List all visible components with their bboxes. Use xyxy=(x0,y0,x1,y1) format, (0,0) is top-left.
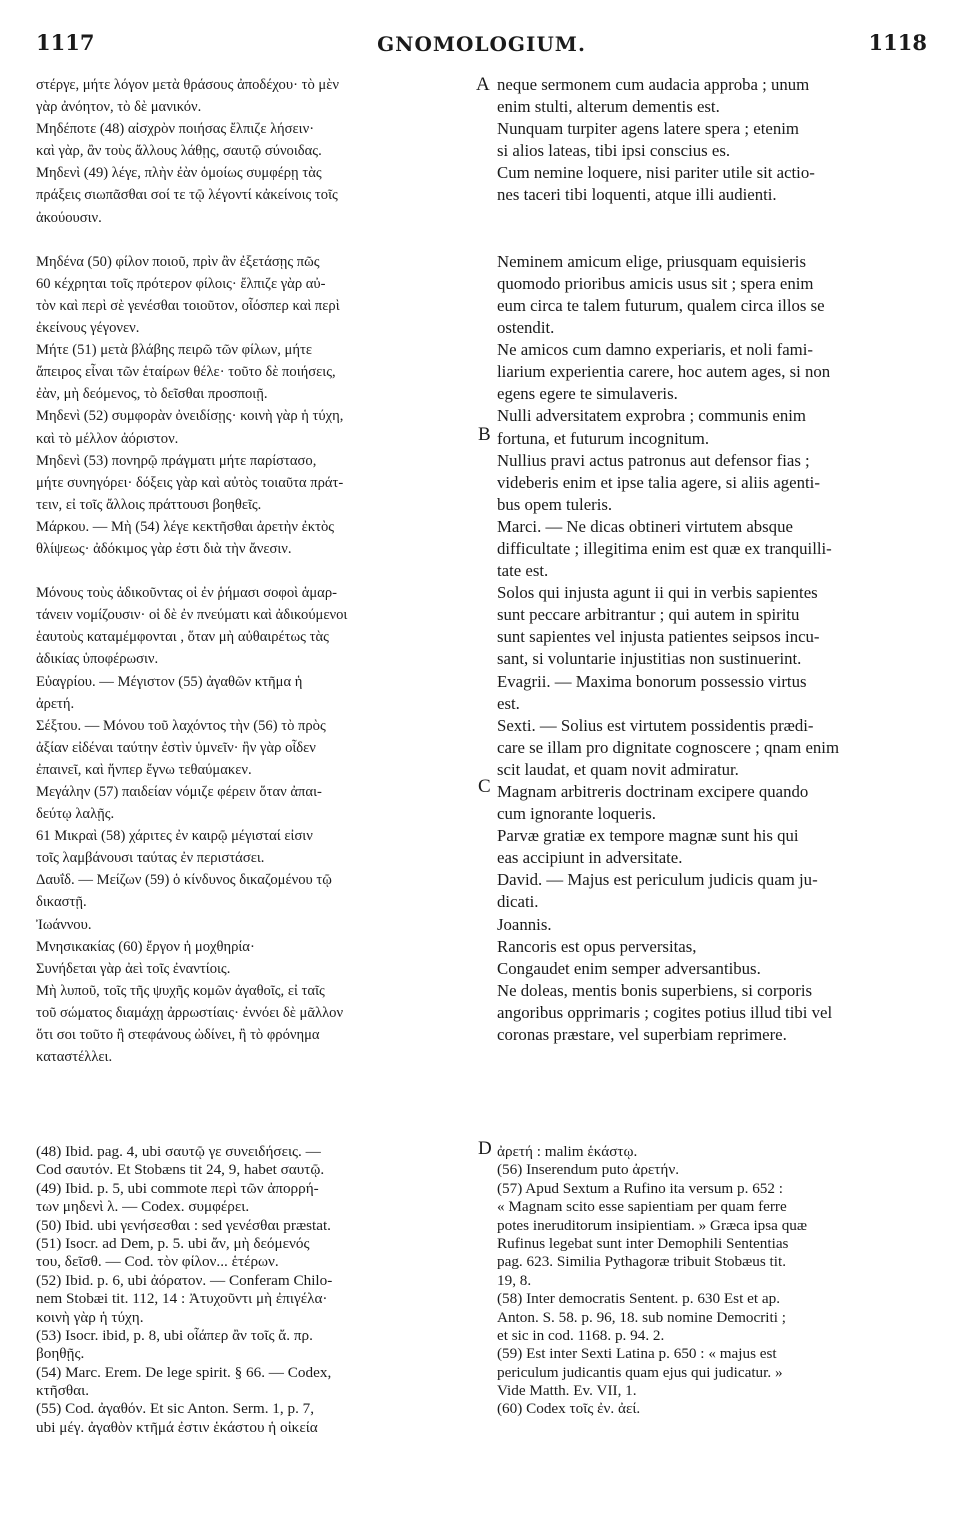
footnote-line: ἀρετή : malim ἑκάστῳ. xyxy=(497,1143,638,1160)
latin-text-line: Ne amicos cum damno experiaris, et noli fami- xyxy=(497,340,813,360)
greek-text-line: Ἰωάννου. xyxy=(36,916,92,933)
latin-text-line: dicati. xyxy=(497,892,539,912)
greek-text-line: Μνησικακίας (60) ἔργον ἡ μοχθηρία· xyxy=(36,938,255,955)
footnote-line: « Magnam scito esse sapientiam per quam ferre xyxy=(497,1198,787,1216)
greek-text-line: Μηδενὶ (49) λέγε, πλὴν ἐὰν ὁμοίως συμφέρῃ τὰς xyxy=(36,165,322,182)
latin-text-line: Rancoris est opus perversitas, xyxy=(497,936,697,956)
footnote-line: (49) Ibid. p. 5, ubi commote περὶ τῶν ἀπορρή- xyxy=(36,1179,319,1197)
latin-text-line: Marci. — Ne dicas obtineri virtutem absque xyxy=(497,516,793,536)
latin-text-column xyxy=(497,74,927,1046)
latin-text-line: ostendit. xyxy=(497,318,555,338)
latin-text-line: Cum nemine loquere, nisi pariter utile sit actio- xyxy=(497,163,815,183)
footnote-line: potes ineruditorum insipientiam. » Græca ipsa quæ xyxy=(497,1216,808,1234)
footnote-line: Cod σαυτόν. Et Stobæns tit 24, 9, habet σαυτῷ. xyxy=(36,1161,325,1179)
footnotes-right xyxy=(497,1143,927,1419)
greek-text-line: γὰρ ἀνόητον, τὸ δὲ μανικόν. xyxy=(36,99,202,116)
latin-text-line: neque sermonem cum audacia approba ; unum xyxy=(497,75,810,94)
greek-text-line: ἄπειρος εἶναι τῶν ἑταίρων θέλε· τοῦτο δὲ ποιήσεις, xyxy=(36,364,336,381)
footnote-line: Anton. S. 58. p. 96, 18. sub nomine Democriti ; xyxy=(497,1308,786,1326)
greek-text-line: 61 Μικραὶ (58) χάριτες ἐν καιρῷ μέγισταί εἰσιν xyxy=(36,828,313,845)
footnote-line: nem Stobæi tit. 112, 14 : Ἀτυχοῦντι μὴ ἐπιγέλα· xyxy=(36,1290,328,1308)
margin-marker-d: D xyxy=(478,1138,492,1159)
latin-text-line: Joannis. xyxy=(497,914,552,934)
latin-text-line: videberis enim et ipse talia agere, si aliis agenti- xyxy=(497,472,820,492)
greek-text-column xyxy=(36,74,468,1068)
footnote-line: periculum judicantis quam ejus qui judicatur. » xyxy=(497,1363,783,1381)
latin-text-line: sunt peccare arbitrantur ; qui autem in spiritu xyxy=(497,605,800,625)
greek-text-line: τὸν καὶ περὶ σὲ γενέσθαι τοιοῦτον, οἷόσπερ καὶ περὶ xyxy=(36,297,340,314)
latin-text-line xyxy=(497,229,927,251)
greek-text-line: Μηδέποτε (48) αἰσχρὸν ποιήσας ἔλπιζε λήσειν· xyxy=(36,121,315,138)
greek-text-line: Μηδενὶ (53) πονηρῷ πράγματι μήτε παρίστασο, xyxy=(36,452,317,469)
page-number-left: 1117 xyxy=(36,30,95,55)
latin-text-line: bus opem tuleris. xyxy=(497,494,613,514)
latin-text-line: cum ignorante loqueris. xyxy=(497,804,656,824)
latin-text-line: angoribus opprimaris ; cogites potius illud tibi vel xyxy=(497,1002,833,1022)
greek-text-line: Μὴ λυποῦ, τοῖς τῆς ψυχῆς κομῶν ἀγαθοῖς, εἰ ταῖς xyxy=(36,982,325,999)
latin-text-line: David. — Majus est periculum judicis quam ju- xyxy=(497,870,818,890)
latin-text-line: coronas præstare, vel superbiam reprimere. xyxy=(497,1025,787,1045)
latin-text-line: difficultate ; illegitima enim est quæ ex tranquilli- xyxy=(497,538,832,558)
greek-text-line: 60 κέχρηται τοῖς πρότερον φίλοις· ἔλπιζε γὰρ αὐ- xyxy=(36,275,326,292)
latin-text-line: Nullius pravi actus patronus aut defensor fias ; xyxy=(497,450,810,470)
greek-text-line: ἐὰν, μὴ δεόμενος, τὸ δεῖσθαι προσποιῇ. xyxy=(36,386,268,403)
latin-text-line: scit laudat, et quam novit admiratur. xyxy=(497,759,739,779)
latin-text-line: care se illam pro dignitate cognoscere ; qnam enim xyxy=(497,737,840,757)
greek-text-line: Μήτε (51) μετὰ βλάβης πειρῶ τῶν φίλων, μήτε xyxy=(36,342,313,359)
greek-text-line: ὅτι σοι τοῦτο ἢ στεφάνους ὠδίνει, ἢ τὸ φρόνημα xyxy=(36,1027,320,1044)
footnote-line: (53) Isocr. ibid, p. 8, ubi οἷάπερ ἂν τοῖς ἄ. πρ. xyxy=(36,1326,313,1344)
greek-text-line: ἐκείνους γέγονεν. xyxy=(36,320,140,337)
greek-text-line: Εὐαγρίου. — Μέγιστον (55) ἀγαθῶν κτῆμα ἡ xyxy=(36,673,303,690)
greek-text-line: δικαστῇ. xyxy=(36,894,87,911)
latin-text-line: Magnam arbitreris doctrinam excipere quando xyxy=(497,782,809,801)
latin-text-line: eas accipiunt in adversitate. xyxy=(497,848,683,868)
greek-text-line: Συνήδεται γὰρ ἀεὶ τοῖς ἐναντίοις. xyxy=(36,960,231,977)
latin-text-line: Parvæ gratiæ ex tempore magnæ sunt his qui xyxy=(497,826,799,846)
latin-text-line: Evagrii. — Maxima bonorum possessio virtus xyxy=(497,671,807,691)
footnote-line: (52) Ibid. p. 6, ubi ἀόρατον. — Conferam Chilo- xyxy=(36,1271,333,1289)
footnote-line: (58) Inter democratis Sentent. p. 630 Est et ap. xyxy=(497,1290,781,1308)
latin-text-line: sant, si voluntarie injustitias non sustinuerint. xyxy=(497,649,802,669)
latin-text-line: quomodo prioribus amicis usus sit ; spera enim xyxy=(497,273,814,293)
margin-marker-a: A xyxy=(476,74,490,95)
greek-text-line: ἐπαινεῖ, καὶ ἥνπερ ἔγνω τεθαύμακεν. xyxy=(36,761,252,778)
latin-text-line: Nulli adversitatem exprobra ; communis enim xyxy=(497,406,806,426)
greek-text-line: καταστέλλει. xyxy=(36,1049,113,1066)
footnote-line: των μηδενὶ λ. — Codex. συμφέρει. xyxy=(36,1198,250,1216)
page-number-right: 1118 xyxy=(868,30,927,55)
latin-text-line xyxy=(497,207,927,229)
greek-text-line: θλίψεως· ἀδόκιμος γὰρ ἐστι διὰ τὴν ἄνεσιν. xyxy=(36,540,292,557)
footnote-line: βοηθῇς. xyxy=(36,1345,85,1363)
latin-text-line: tate est. xyxy=(497,561,549,581)
greek-text-line: Μόνους τοὺς ἀδικοῦντας οἱ ἐν ῥήμασι σοφοὶ ἁμαρ- xyxy=(36,585,337,602)
latin-text-line: fortuna, et futurum incognitum. xyxy=(497,428,710,448)
margin-marker-c: C xyxy=(478,776,491,797)
latin-text-line: si alios lateas, tibi ipsi conscius es. xyxy=(497,141,731,161)
latin-text-line: est. xyxy=(497,693,520,713)
latin-text-line: nes taceri tibi loquenti, atque illi audienti. xyxy=(497,185,777,205)
footnote-line: pag. 623. Similia Pythagoræ tribuit Stobæus tit. xyxy=(497,1253,787,1271)
footnotes-left xyxy=(36,1143,466,1437)
latin-text-line: sunt sapientes vel injusta patientes seipsos incu- xyxy=(497,627,820,647)
greek-text-line: πράξεις σιωπᾶσθαι σοί τε τῷ λέγοντί κἀκείνοις τοῖς xyxy=(36,187,338,204)
latin-text-line: enim stulti, alterum dementis est. xyxy=(497,97,720,117)
footnote-line: (54) Marc. Erem. De lege spirit. § 66. — Codex, xyxy=(36,1363,332,1381)
greek-text-line: ἀδικίας ὑποφέρωσιν. xyxy=(36,651,159,668)
footnote-line: (50) Ibid. ubi γενήσεσθαι : sed γενέσθαι præstat. xyxy=(36,1216,331,1234)
greek-text-line: καὶ τὸ μέλλον ἀόριστον. xyxy=(36,430,179,447)
greek-text-line: τειν, εἰ τοῖς ἄλλοις πράττουσι βοηθεῖς. xyxy=(36,496,262,513)
footnote-line: του, δεῖσθ. — Cod. τὸν φίλον... ἑτέρων. xyxy=(36,1253,279,1271)
greek-text-line: δεύτῳ λαλῇς. xyxy=(36,806,115,823)
latin-text-line: Ne doleas, mentis bonis superbiens, si corporis xyxy=(497,980,813,1000)
footnote-line: (48) Ibid. pag. 4, ubi σαυτῷ γε συνειδήσεις. — xyxy=(36,1143,321,1160)
greek-text-line: ἀρετή. xyxy=(36,695,75,712)
greek-text-line: καὶ γὰρ, ἂν τοὺς ἄλλους λάθῃς, σαυτῷ σύνοιδας. xyxy=(36,143,322,160)
greek-text-line: στέργε, μήτε λόγον μετὰ θράσους ἀποδέχου· τὸ μὲν xyxy=(36,77,339,93)
latin-text-line: eum circa te talem futurum, qualem circa illos se xyxy=(497,295,825,315)
footnote-line: Rufinus legebat sunt inter Demophili Sententias xyxy=(497,1234,789,1252)
running-title: GNOMOLOGIUM. xyxy=(377,32,586,56)
footnote-line: (57) Apud Sextum a Rufino ita versum p. 652 : xyxy=(497,1179,784,1197)
footnote-line: Vide Matth. Ev. VII, 1. xyxy=(497,1382,637,1400)
greek-text-line: Μηδένα (50) φίλον ποιοῦ, πρὶν ἂν ἐξετάσῃς πῶς xyxy=(36,253,320,270)
greek-text-line: Σέξτου. — Μόνου τοῦ λαχόντος τὴν (56) τὸ πρὸς xyxy=(36,717,326,734)
footnote-line: (55) Cod. ἀγαθόν. Et sic Anton. Serm. 1, p. 7, xyxy=(36,1400,315,1418)
footnote-line: (56) Inserendum puto ἀρετήν. xyxy=(497,1161,680,1179)
greek-text-line: ἀξίαν εἰδέναι ταύτην ἐστὶν ὑμνεῖν· ἣν γὰρ οἶδεν xyxy=(36,739,316,756)
latin-text-line: egens egere te simulaveris. xyxy=(497,384,678,404)
footnote-line: (60) Codex τοῖς ἐν. ἀεί. xyxy=(497,1400,641,1418)
greek-text-line xyxy=(36,560,468,582)
greek-text-line: Δαυΐδ. — Μείζων (59) ὁ κίνδυνος δικαζομένου τῷ xyxy=(36,872,332,889)
greek-text-line: ἀκούουσιν. xyxy=(36,209,102,226)
latin-text-line: Neminem amicum elige, priusquam equisieris xyxy=(497,251,806,271)
latin-text-line: liarium experientia carere, hoc autem ages, si non xyxy=(497,362,831,382)
greek-text-line: Μεγάλην (57) παιδείαν νόμιζε φέρειν ὅταν ἀπαι- xyxy=(36,784,322,800)
greek-text-line: τοῦ σώματος διαμάχῃ ἀρρωστίαις· ἐννόει δὲ μᾶλλον xyxy=(36,1004,344,1021)
latin-text-line: Nunquam turpiter agens latere spera ; etenim xyxy=(497,119,799,139)
latin-text-line: Sexti. — Solius est virtutem possidentis prædi- xyxy=(497,715,814,735)
footnote-line: (59) Est inter Sexti Latina p. 650 : « majus est xyxy=(497,1345,777,1363)
footnote-line: (51) Isocr. ad Dem, p. 5. ubi ἄν, μὴ δεόμενός xyxy=(36,1234,310,1252)
footnote-line: et sic in cod. 1168. p. 94. 2. xyxy=(497,1326,665,1344)
greek-text-line xyxy=(36,229,468,251)
greek-text-line: Μηδενὶ (52) συμφορὰν ὀνειδίσῃς· κοινὴ γὰρ ἡ τύχη, xyxy=(36,408,344,425)
footnote-line: 19, 8. xyxy=(497,1271,532,1289)
greek-text-line: τάνειν νομίζουσιν· οἱ δὲ ἐν πνεύματι καὶ ἀδικούμενοι xyxy=(36,607,348,624)
footnote-line: κοινὴ γὰρ ἡ τύχη. xyxy=(36,1308,144,1326)
footnote-line: ubi μέγ. ἀγαθὸν κτῆμά ἐστιν ἑκάστου ἡ οἰκεία xyxy=(36,1418,318,1436)
greek-text-line: ἑαυτοὺς καταμέμφονται , ὅταν μὴ αὐθαιρέτως τὰς xyxy=(36,629,329,646)
latin-text-line: Solos qui injusta agunt ii qui in verbis sapientes xyxy=(497,583,818,603)
footnote-line: κτῆσθαι. xyxy=(36,1382,90,1400)
latin-text-line: Congaudet enim semper adversantibus. xyxy=(497,958,761,978)
greek-text-line: τοῖς λαμβάνουσι ταύτας ἐν περιστάσει. xyxy=(36,850,265,867)
margin-marker-b: B xyxy=(478,424,491,445)
greek-text-line: μήτε συνηγόρει· δόξεις γὰρ καὶ αὐτὸς τοιαῦτα πράτ- xyxy=(36,474,344,491)
greek-text-line: Μάρκου. — Μὴ (54) λέγε κεκτῆσθαι ἀρετὴν ἐκτὸς xyxy=(36,518,335,535)
